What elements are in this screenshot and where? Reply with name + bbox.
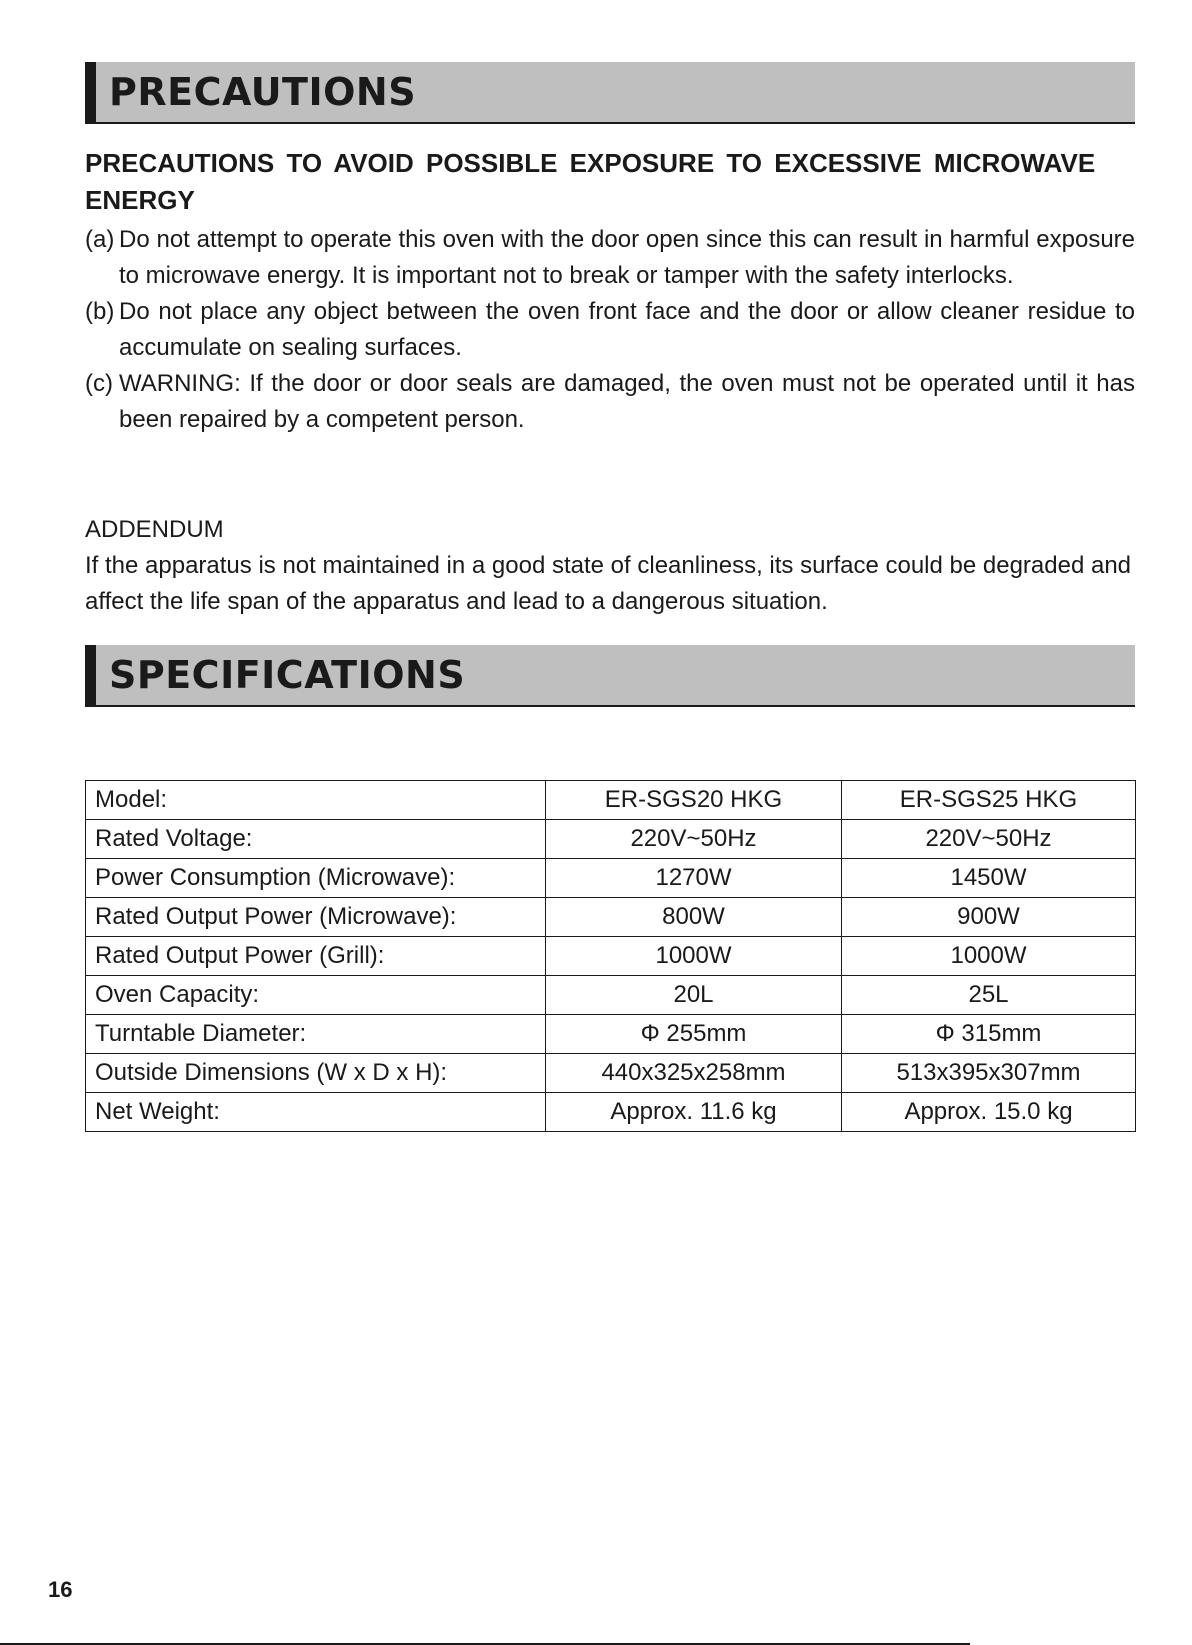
table-row [86,976,1136,1015]
specifications-table [85,780,1136,1132]
spec-label: Power Consumption (Microwave): [86,859,546,898]
page-number: 16 [48,1577,73,1602]
specifications-header [85,645,1135,707]
table-row [86,898,1136,937]
table-row [86,1093,1136,1132]
list-item-text: WARNING: If the door or door seals are damaged, the oven must not be operated until it has been repaired by a competent person. [119,370,1135,433]
list-item [85,222,1135,294]
header-accent-bar [85,645,96,705]
precautions-subheading: PRECAUTIONS TO AVOID POSSIBLE EXPOSURE TO EXCESSIVE MICROWAVE ENERGY [85,148,1096,215]
list-item-text: Do not attempt to operate this oven with the door open since this can result in harmful exposure to microwave energy. It is important not to break or tamper with the safety interlocks. [119,226,1135,289]
list-marker: (a) [85,226,115,253]
list-marker: (c) [85,370,113,397]
spec-value-model-25: 1450W [842,859,1136,898]
spec-value-model-20: Approx. 11.6 kg [546,1093,842,1132]
spec-label: Oven Capacity: [86,976,546,1015]
spec-label: Rated Voltage: [86,820,546,859]
table-row [86,781,1136,820]
spec-value-model-20: 800W [546,898,842,937]
list-item [85,366,1135,438]
spec-value-model-20: 20L [546,976,842,1015]
spec-value-model-20: Φ 255mm [546,1015,842,1054]
list-marker: (b) [85,298,115,325]
list-item-text: Do not place any object between the oven front face and the door or allow cleaner residue to accumulate on sealing surfaces. [119,298,1135,361]
spec-value-model-25: 900W [842,898,1136,937]
spec-value-model-25: Approx. 15.0 kg [842,1093,1136,1132]
spec-label: Net Weight: [86,1093,546,1132]
specifications-title: SPECIFICATIONS [109,653,466,697]
spec-value-model-20: 1000W [546,937,842,976]
spec-value-model-25: Φ 315mm [842,1015,1136,1054]
precautions-title: PRECAUTIONS [109,70,417,114]
list-item [85,294,1135,366]
table-row [86,1054,1136,1093]
spec-value-model-25: 513x395x307mm [842,1054,1136,1093]
addendum-text: If the apparatus is not maintained in a good state of cleanliness, its surface could be degraded and affect the life span of the apparatus and lead to a dangerous situation. [85,552,1132,615]
spec-label: Rated Output Power (Microwave): [86,898,546,937]
addendum-title: ADDENDUM [85,516,224,543]
spec-label: Model: [86,781,546,820]
spec-label: Outside Dimensions (W x D x H): [86,1054,546,1093]
spec-value-model-25: 25L [842,976,1136,1015]
table-row [86,1015,1136,1054]
spec-value-model-20: 220V~50Hz [546,820,842,859]
spec-label: Turntable Diameter: [86,1015,546,1054]
table-row [86,820,1136,859]
table-row [86,859,1136,898]
spec-value-model-20: 440x325x258mm [546,1054,842,1093]
header-accent-bar [85,62,96,122]
precautions-list [85,222,1135,438]
spec-label: Rated Output Power (Grill): [86,937,546,976]
spec-value-model-20: 1270W [546,859,842,898]
spec-value-model-20: ER-SGS20 HKG [546,781,842,820]
spec-value-model-25: ER-SGS25 HKG [842,781,1136,820]
table-row [86,937,1136,976]
spec-value-model-25: 1000W [842,937,1136,976]
spec-value-model-25: 220V~50Hz [842,820,1136,859]
precautions-header [85,62,1135,124]
